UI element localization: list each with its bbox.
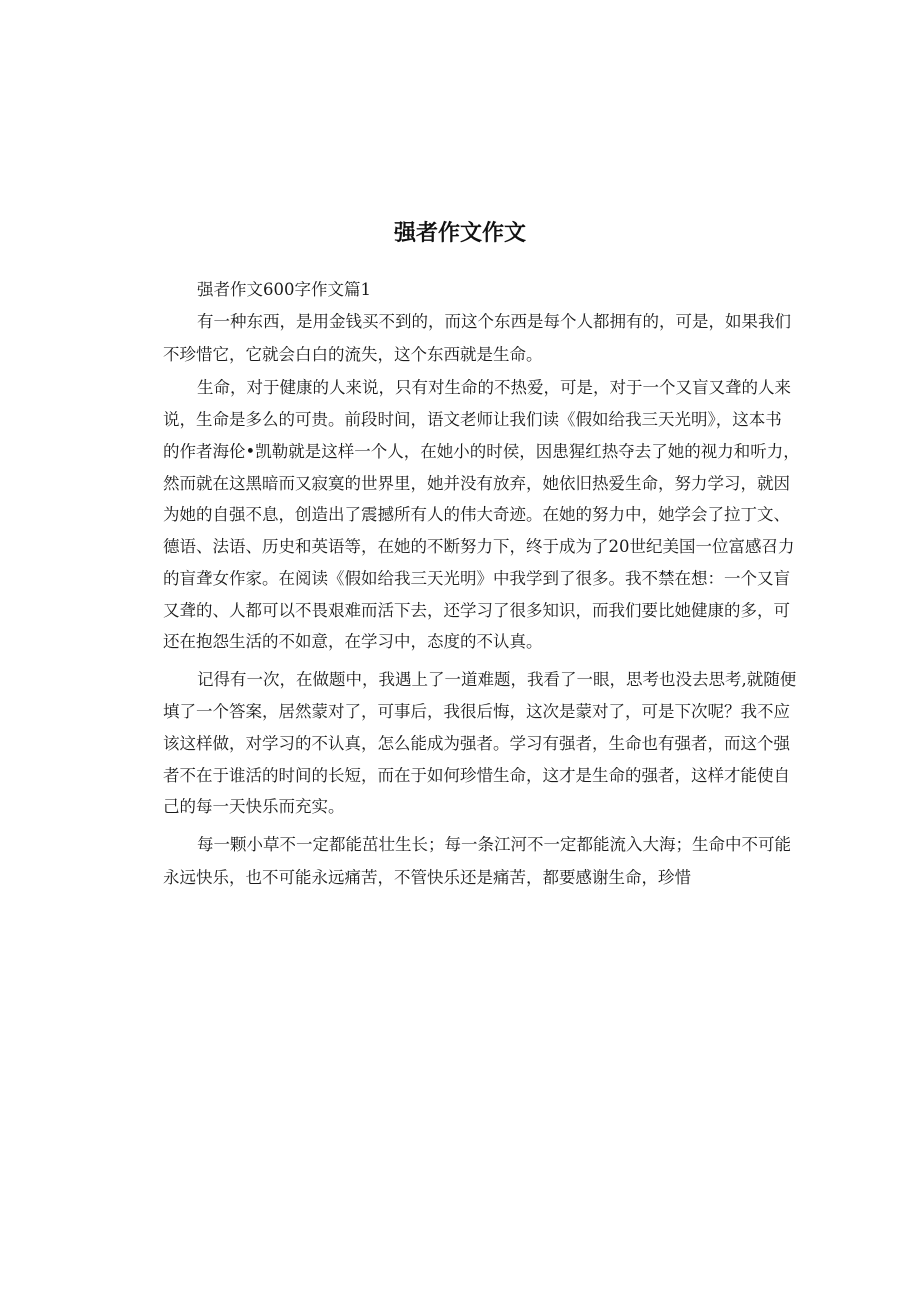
- essay-subheading: 强者作文600字作文篇1: [197, 280, 371, 299]
- text-line: 生命，对于健康的人来说，只有对生命的不热爱，可是，对于一个又盲又聋的人来: [197, 378, 791, 397]
- text-line: 者不在于谁活的时间的长短，而在于如何珍惜生命，这才是生命的强者，这样才能使自: [163, 766, 790, 785]
- text-line: 然而就在这黑暗而又寂寞的世界里，她并没有放弃，她依旧热爱生命，努力学习，就因: [163, 474, 790, 493]
- text-line: 又聋的、人都可以不畏艰难而活下去，还学习了很多知识，而我们要比她健康的多，可: [163, 601, 790, 620]
- text-line: 该这样做，对学习的不认真，怎么能成为强者。学习有强者，生命也有强者，而这个强: [163, 734, 790, 753]
- text-line: 德语、法语、历史和英语等，在她的不断努力下，终于成为了20世纪美国一位富感召力: [163, 537, 795, 556]
- text-line: 填了一个答案，居然蒙对了，可事后，我很后悔，这次是蒙对了，可是下次呢？我不应: [163, 702, 790, 721]
- text-line: 不珍惜它，它就会白白的流失，这个东西就是生命。: [163, 345, 543, 364]
- text-line: 己的每一天快乐而充实。: [163, 797, 345, 816]
- text-line: 的盲聋女作家。在阅读《假如给我三天光明》中我学到了很多。我不禁在想：一个又盲: [163, 569, 790, 588]
- text-line: 为她的自强不息，创造出了震撼所有人的伟大奇迹。在她的努力中，她学会了拉丁文、: [163, 505, 790, 524]
- document-title: 强者作文作文: [393, 221, 526, 246]
- text-line: 记得有一次，在做题中，我遇上了一道难题，我看了一眼，思考也没去思考,就随便: [197, 670, 797, 689]
- text-line: 说，生命是多么的可贵。前段时间，语文老师让我们读《假如给我三天光明》，这本书: [163, 410, 782, 429]
- text-line: 还在抱怨生活的不如意，在学习中，态度的不认真。: [163, 632, 543, 651]
- text-line: 永远快乐，也不可能永远痛苦，不管快乐还是痛苦，都要感谢生命，珍惜: [163, 868, 691, 887]
- text-line: 的作者海伦•凯勒就是这样一个人，在她小的时侯，因患猩红热夺去了她的视力和听力，: [163, 442, 800, 461]
- text-line: 每一颗小草不一定都能茁壮生长；每一条江河不一定都能流入大海；生命中不可能: [197, 835, 791, 854]
- text-line: 有一种东西，是用金钱买不到的，而这个东西是每个人都拥有的，可是，如果我们: [197, 312, 791, 331]
